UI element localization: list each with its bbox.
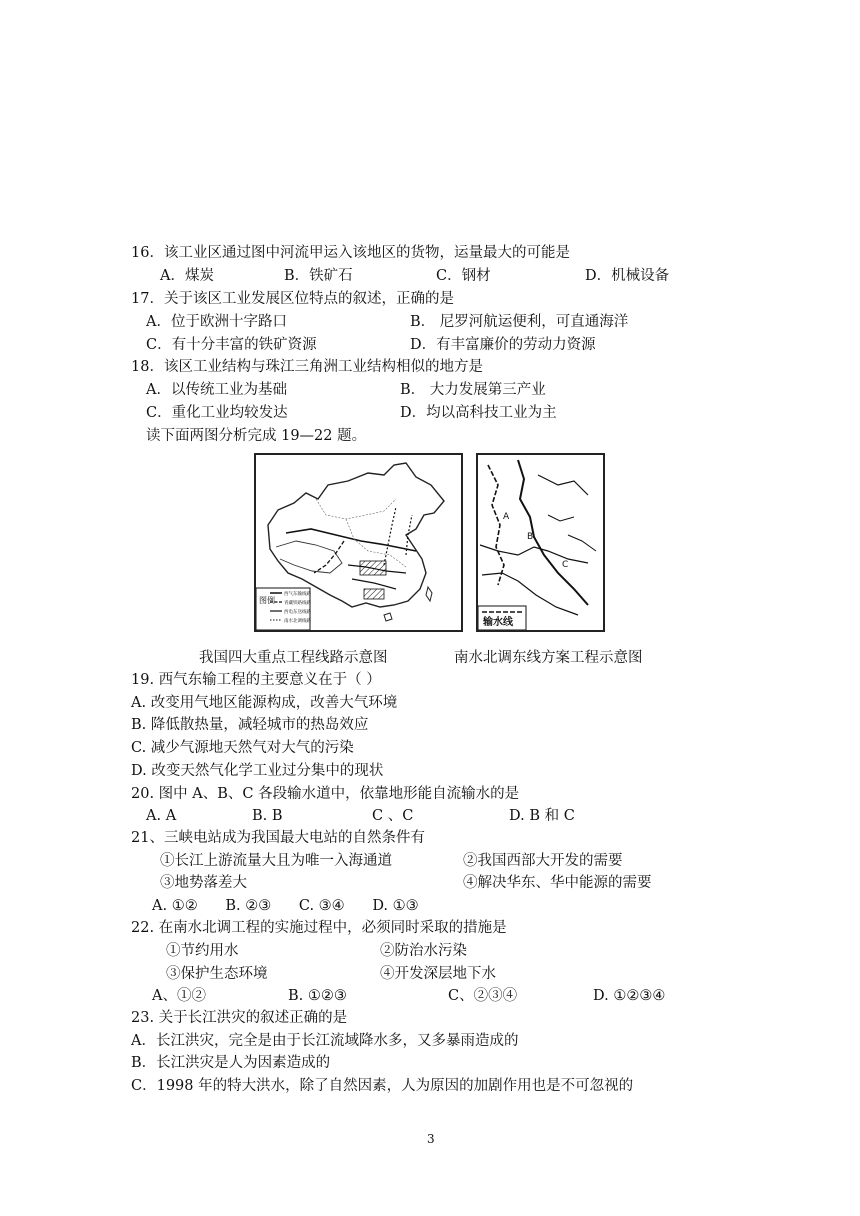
q16-option-c: C．钢材 <box>436 268 491 284</box>
left-figure-caption: 我国四大重点工程线路示意图 <box>199 650 388 666</box>
q16-option-b: B．铁矿石 <box>284 268 353 284</box>
q17-option-c: C．有十分丰富的铁矿资源 <box>146 337 317 353</box>
q16-stem: 16．该工业区通过图中河流甲运入该地区的货物，运量最大的可能是 <box>131 245 570 261</box>
q19-option-a: A. 改变用气地区能源构成，改善大气环境 <box>131 695 398 711</box>
q23-option-a: A．长江洪灾，完全是由于长江流域降水多，又多暴雨造成的 <box>131 1033 519 1049</box>
q23-option-c: C．1998 年的特大洪水，除了自然因素，人为原因的加剧作用也是不可忽视的 <box>131 1078 634 1094</box>
q18-stem: 18．该区工业结构与珠江三角洲工业结构相似的地方是 <box>131 359 483 375</box>
q21-answers: A. ①② B. ②③ C. ③④ D. ①③ <box>152 898 419 914</box>
q18-option-b: B． 大力发展第三产业 <box>400 382 546 398</box>
china-map-drawing <box>256 455 461 630</box>
q17-option-b: B． 尼罗河航运便利，可直通海洋 <box>410 314 629 330</box>
legend-title: 图例 <box>259 596 275 605</box>
section-intro: 读下面两图分析完成 19—22 题。 <box>146 428 367 444</box>
q22-stem: 22. 在南水北调工程的实施过程中，必须同时采取的措施是 <box>131 920 507 936</box>
q21-statement-2: ②我国西部大开发的需要 <box>463 853 623 869</box>
q22-statement-3: ③保护生态环境 <box>166 966 268 982</box>
legend-item-power: 西电东送线路 <box>284 610 311 615</box>
label-a: A <box>503 512 510 522</box>
q17-option-a: A．位于欧洲十字路口 <box>146 314 287 330</box>
q21-statement-1: ①长江上游流量大且为唯一入海通道 <box>160 853 392 869</box>
q19-option-c: C. 减少气源地天然气对大气的污染 <box>131 740 354 756</box>
legend-item-railway: 青藏铁路线路 <box>284 601 311 606</box>
q18-option-d: D．均以高科技工业为主 <box>400 405 557 421</box>
q21-stem: 21、三峡电站成为我国最大电站的自然条件有 <box>131 830 425 846</box>
q17-stem: 17．关于该区工业发展区位特点的叙述，正确的是 <box>131 291 454 307</box>
q21-statement-3: ③地势落差大 <box>160 875 247 891</box>
q19-option-d: D. 改变天然气化学工业过分集中的现状 <box>131 763 384 779</box>
right-legend-label: 输水线 <box>483 617 513 628</box>
q22-statement-1: ①节约用水 <box>166 943 239 959</box>
q21-statement-4: ④解决华东、华中能源的需要 <box>463 875 652 891</box>
q22-option-a: A、①② <box>152 988 206 1004</box>
label-c: C <box>562 560 569 570</box>
q22-statement-2: ②防治水污染 <box>380 943 467 959</box>
page-number: 3 <box>427 1132 435 1146</box>
q23-option-b: B．长江洪灾是人为因素造成的 <box>131 1055 331 1071</box>
q22-option-b: B. ①②③ <box>288 988 347 1004</box>
q20-option-b: B. B <box>252 808 283 824</box>
q18-option-a: A．以传统工业为基础 <box>146 382 287 398</box>
legend-item-gas: 西气东输线路 <box>284 592 311 597</box>
q23-stem: 23. 关于长江洪灾的叙述正确的是 <box>131 1010 348 1026</box>
legend-item-water: 南水北调线路 <box>284 619 311 624</box>
q20-option-a: A. A <box>146 808 177 824</box>
eastern-route-drawing <box>478 455 603 630</box>
q19-option-b: B. 降低散热量，减轻城市的热岛效应 <box>131 717 369 733</box>
q22-option-c: C、②③④ <box>448 988 518 1004</box>
q20-option-c: C 、C <box>372 808 414 824</box>
q20-option-d: D. B 和 C <box>509 808 575 824</box>
q22-statement-4: ④开发深层地下水 <box>380 966 496 982</box>
q16-option-d: D．机械设备 <box>585 268 670 284</box>
q19-stem: 19. 西气东输工程的主要意义在于（ ） <box>131 672 381 688</box>
right-figure-caption: 南水北调东线方案工程示意图 <box>454 650 643 666</box>
q17-option-d: D．有丰富廉价的劳动力资源 <box>410 337 596 353</box>
q18-option-c: C．重化工业均较发达 <box>146 405 288 421</box>
q16-option-a: A．煤炭 <box>160 268 214 284</box>
q20-stem: 20. 图中 A、B、C 各段输水道中，依靠地形能自流输水的是 <box>131 786 520 802</box>
label-b: B <box>527 532 534 542</box>
eastern-route-map <box>476 453 605 632</box>
china-projects-map <box>254 453 463 632</box>
q22-option-d: D. ①②③④ <box>593 988 666 1004</box>
